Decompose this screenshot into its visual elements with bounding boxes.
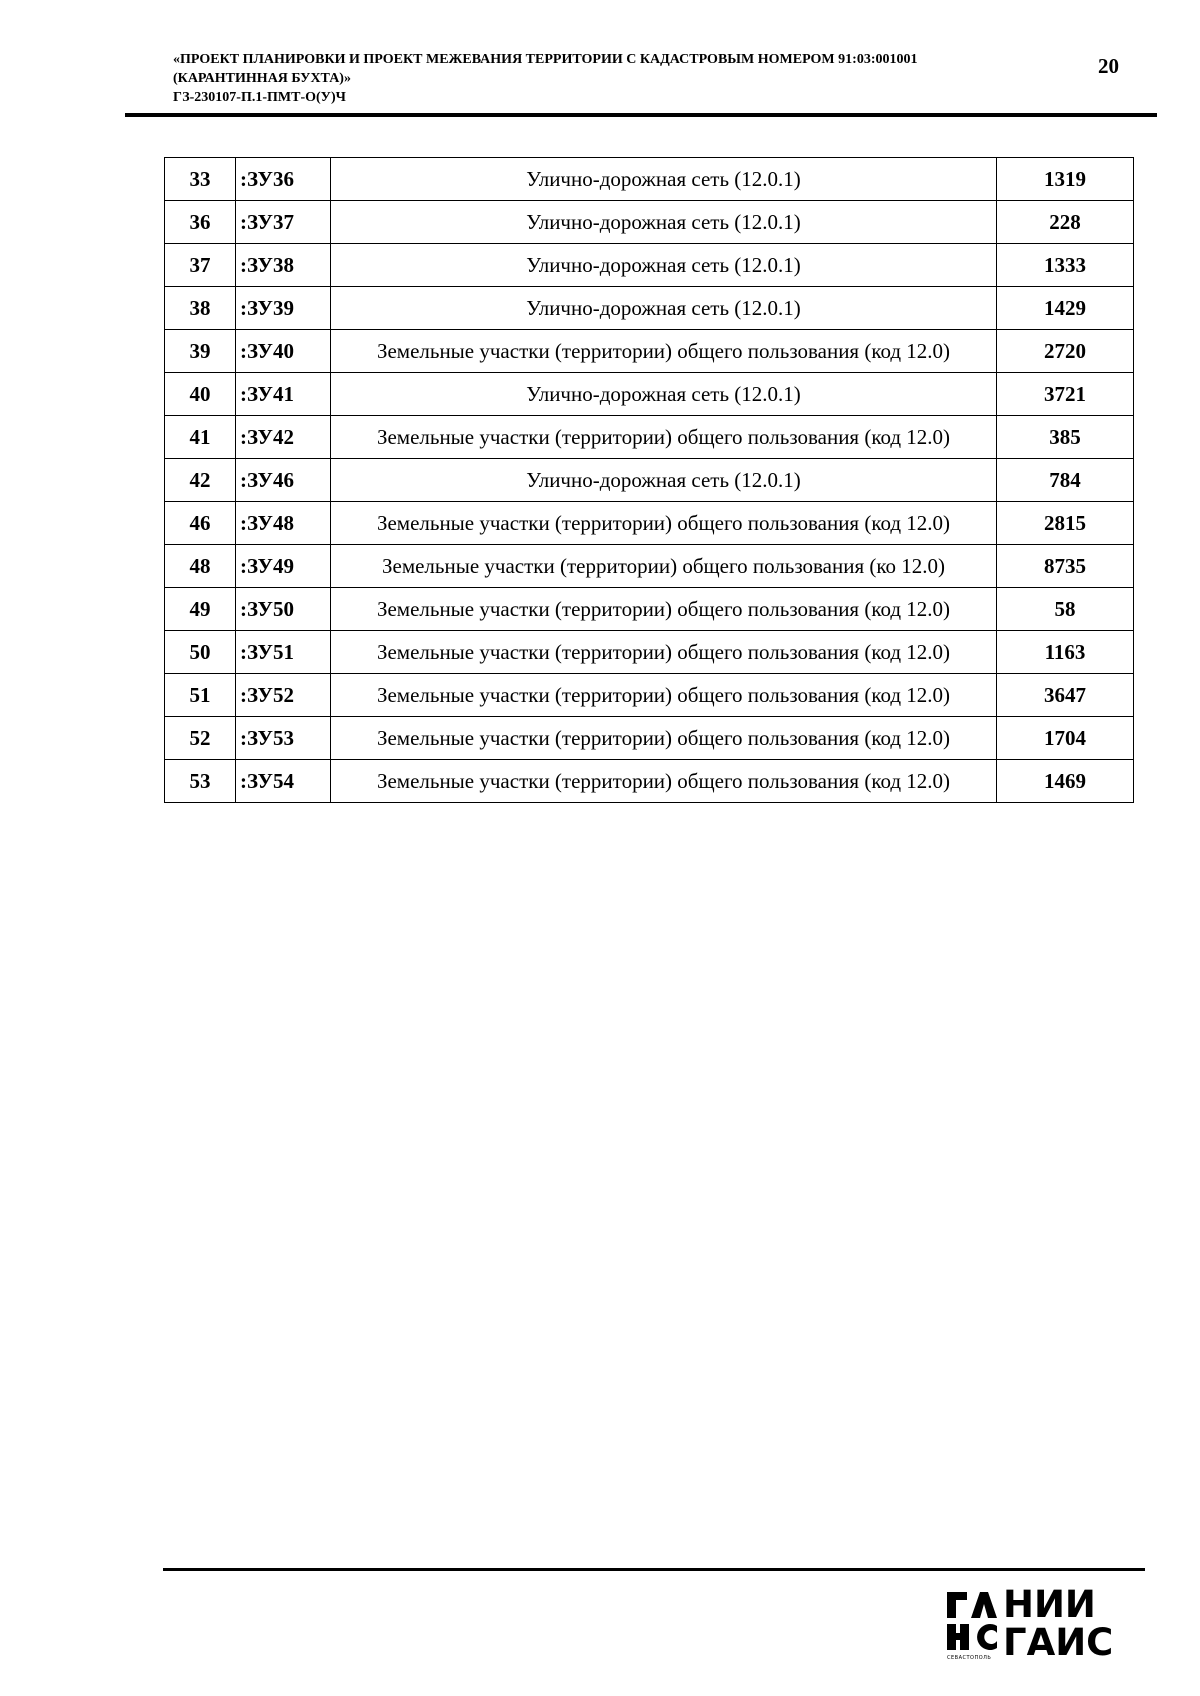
table-row [165, 588, 1134, 631]
row-number-cell: 33 [165, 158, 236, 201]
table-body [165, 158, 1134, 803]
area-cell: 1333 [997, 244, 1134, 287]
logo-text-gais: ГАИС [1003, 1621, 1114, 1664]
area-cell: 385 [997, 416, 1134, 459]
table-row [165, 717, 1134, 760]
row-number-cell: 37 [165, 244, 236, 287]
land-use-cell: Улично-дорожная сеть (12.0.1) [331, 201, 997, 244]
land-use-cell: Земельные участки (территории) общего пользования (код 12.0) [331, 631, 997, 674]
table-row [165, 244, 1134, 287]
plot-code-cell: :ЗУ37 [236, 201, 331, 244]
plot-code-cell: :ЗУ40 [236, 330, 331, 373]
header-title-line1: «ПРОЕКТ ПЛАНИРОВКИ И ПРОЕКТ МЕЖЕВАНИЯ ТЕРРИТОРИИ С КАДАСТРОВЫМ НОМЕРОМ 91:03:001001 [173, 52, 918, 67]
page-number: 20 [1098, 54, 1119, 78]
plot-code-cell: :ЗУ50 [236, 588, 331, 631]
header-document-code: ГЗ-230107-П.1-ПМТ-О(У)Ч [173, 90, 346, 105]
area-cell: 2720 [997, 330, 1134, 373]
row-number-cell: 41 [165, 416, 236, 459]
plot-code-cell: :ЗУ39 [236, 287, 331, 330]
row-number-cell: 48 [165, 545, 236, 588]
plot-code-cell: :ЗУ48 [236, 502, 331, 545]
plot-code-cell: :ЗУ53 [236, 717, 331, 760]
row-number-cell: 49 [165, 588, 236, 631]
plot-code-cell: :ЗУ41 [236, 373, 331, 416]
table-row [165, 201, 1134, 244]
land-use-cell: Земельные участки (территории) общего пользования (код 12.0) [331, 502, 997, 545]
logo-mark-icon [945, 1586, 1005, 1666]
area-cell: 2815 [997, 502, 1134, 545]
row-number-cell: 53 [165, 760, 236, 803]
plot-code-cell: :ЗУ36 [236, 158, 331, 201]
row-number-cell: 36 [165, 201, 236, 244]
plot-code-cell: :ЗУ49 [236, 545, 331, 588]
table-row [165, 373, 1134, 416]
table-row [165, 287, 1134, 330]
land-use-cell: Земельные участки (территории) общего пользования (код 12.0) [331, 330, 997, 373]
logo-subtext: СЕВАСТОПОЛЬ [947, 1655, 992, 1661]
footer-divider [163, 1568, 1145, 1571]
table-row [165, 545, 1134, 588]
row-number-cell: 46 [165, 502, 236, 545]
row-number-cell: 51 [165, 674, 236, 717]
row-number-cell: 50 [165, 631, 236, 674]
plot-code-cell: :ЗУ52 [236, 674, 331, 717]
land-use-cell: Земельные участки (территории) общего пользования (ко 12.0) [331, 545, 997, 588]
area-cell: 228 [997, 201, 1134, 244]
table-row [165, 330, 1134, 373]
area-cell: 8735 [997, 545, 1134, 588]
area-cell: 1469 [997, 760, 1134, 803]
land-use-cell: Земельные участки (территории) общего пользования (код 12.0) [331, 717, 997, 760]
land-use-cell: Земельные участки (территории) общего пользования (код 12.0) [331, 588, 997, 631]
plot-code-cell: :ЗУ54 [236, 760, 331, 803]
land-plots-table [164, 157, 1134, 803]
area-cell: 1319 [997, 158, 1134, 201]
land-use-cell: Улично-дорожная сеть (12.0.1) [331, 459, 997, 502]
table-row [165, 760, 1134, 803]
area-cell: 1429 [997, 287, 1134, 330]
land-use-cell: Земельные участки (территории) общего пользования (код 12.0) [331, 416, 997, 459]
land-use-cell: Улично-дорожная сеть (12.0.1) [331, 287, 997, 330]
niigais-logo [945, 1583, 1130, 1666]
table-row [165, 631, 1134, 674]
area-cell: 3647 [997, 674, 1134, 717]
row-number-cell: 40 [165, 373, 236, 416]
table-row [165, 459, 1134, 502]
table-row [165, 416, 1134, 459]
table-row [165, 158, 1134, 201]
land-use-cell: Улично-дорожная сеть (12.0.1) [331, 158, 997, 201]
land-use-cell: Земельные участки (территории) общего пользования (код 12.0) [331, 674, 997, 717]
plot-code-cell: :ЗУ38 [236, 244, 331, 287]
area-cell: 3721 [997, 373, 1134, 416]
row-number-cell: 52 [165, 717, 236, 760]
area-cell: 784 [997, 459, 1134, 502]
table-row [165, 674, 1134, 717]
land-use-cell: Земельные участки (территории) общего пользования (код 12.0) [331, 760, 997, 803]
logo-text-nii: НИИ [1003, 1583, 1096, 1626]
row-number-cell: 42 [165, 459, 236, 502]
plot-code-cell: :ЗУ42 [236, 416, 331, 459]
row-number-cell: 39 [165, 330, 236, 373]
land-use-cell: Улично-дорожная сеть (12.0.1) [331, 373, 997, 416]
plot-code-cell: :ЗУ51 [236, 631, 331, 674]
header-title-line2: (КАРАНТИННАЯ БУХТА)» [173, 71, 351, 86]
area-cell: 1704 [997, 717, 1134, 760]
area-cell: 1163 [997, 631, 1134, 674]
document-header [173, 50, 1073, 107]
header-divider [125, 113, 1157, 117]
table-row [165, 502, 1134, 545]
area-cell: 58 [997, 588, 1134, 631]
row-number-cell: 38 [165, 287, 236, 330]
plot-code-cell: :ЗУ46 [236, 459, 331, 502]
land-use-cell: Улично-дорожная сеть (12.0.1) [331, 244, 997, 287]
